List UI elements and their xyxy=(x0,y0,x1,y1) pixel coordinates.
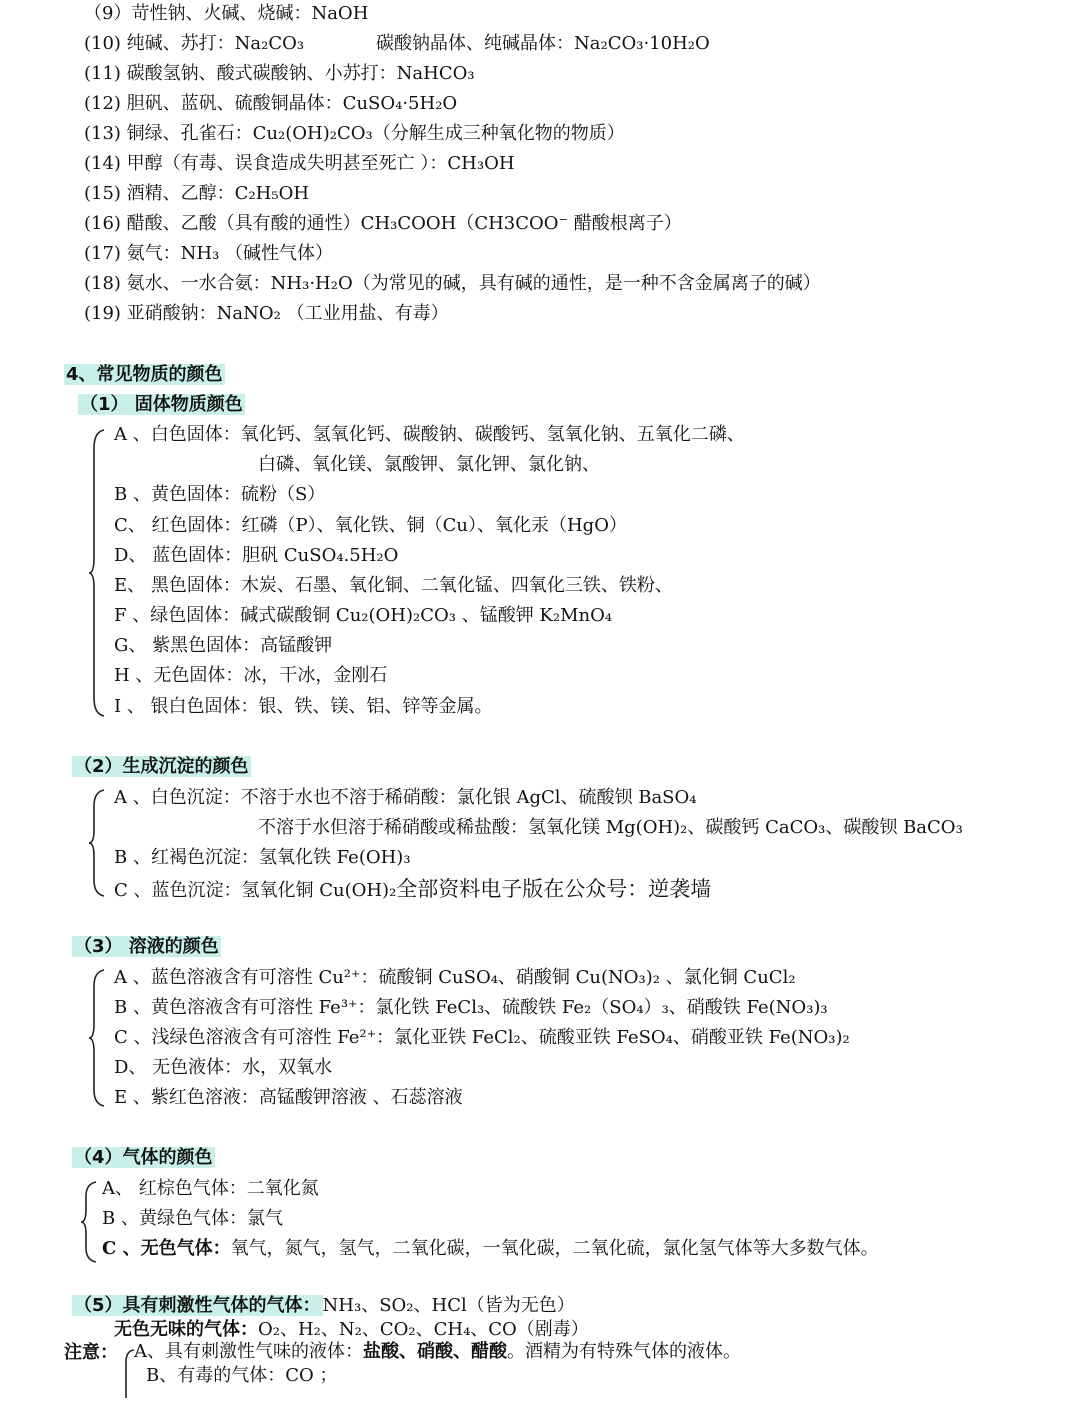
odorless-label: 无色无味的气体： xyxy=(114,1319,258,1340)
gas-item-b: B 、黄绿色气体：氯气 xyxy=(102,1208,283,1229)
gas-item-c xyxy=(102,1237,879,1261)
solution-item-c: C 、浅绿色溶液含有可溶性 Fe²⁺：氯化亚铁 FeCl₂、硫酸亚铁 FeSO₄、硝酸亚铁 Fe(NO₃)₂ xyxy=(114,1027,850,1048)
alias-line-11: (11) 碳酸氢钠、酸式碳酸钠、小苏打：NaHCO₃ xyxy=(84,63,475,84)
solution-heading xyxy=(72,935,221,959)
alias-line-18: (18) 氨水、一水合氨：NH₃·H₂O（为常见的碱，具有碱的通性，是一种不含金属离子的碱） xyxy=(84,273,821,294)
gas-heading-text: （4）气体的颜色 xyxy=(74,1147,213,1168)
irritant-line xyxy=(72,1294,575,1318)
section-title-text: 4、常见物质的颜色 xyxy=(66,364,223,385)
solid-item-a2: 白磷、氧化镁、氯酸钾、氯化钾、氯化钠、 xyxy=(258,454,600,475)
precipitate-heading xyxy=(72,755,251,779)
precipitate-item-b: B 、红褐色沉淀：氢氧化铁 Fe(OH)₃ xyxy=(114,847,411,868)
alias-line-16: (16) 醋酸、乙酸（具有酸的通性）CH₃COOH（CH3COO⁻ 醋酸根离子） xyxy=(84,213,682,234)
note-item-b: B、有毒的气体：CO ； xyxy=(146,1365,338,1386)
irritant-heading-text: （5）具有刺激性气体的气体： xyxy=(74,1295,321,1316)
alias-line-10-crystal: 碳酸钠晶体、纯碱晶体：Na₂CO₃·10H₂O xyxy=(376,33,710,54)
alias-line-12: (12) 胆矾、蓝矾、硫酸铜晶体：CuSO₄·5H₂O xyxy=(84,93,458,114)
odorless-line xyxy=(114,1318,589,1342)
solution-item-a: A 、蓝色溶液含有可溶性 Cu²⁺：硫酸铜 CuSO₄、硝酸铜 Cu(NO₃)₂ 、氯化铜 CuCl₂ xyxy=(114,967,796,988)
solid-item-b: B 、黄色固体：硫粉（S） xyxy=(114,484,326,505)
note-item-a xyxy=(134,1340,741,1364)
solid-brace xyxy=(88,428,108,718)
note-item-a-bold: 盐酸、硝酸、醋酸 xyxy=(363,1341,507,1362)
section-title xyxy=(64,363,225,387)
odorless-gases: O₂、H₂、N₂、CO₂、CH₄、CO（剧毒） xyxy=(258,1319,589,1340)
solid-heading-text: （1） 固体物质颜色 xyxy=(80,394,243,415)
solid-heading xyxy=(78,393,245,417)
alias-line-19: (19) 亚硝酸钠：NaNO₂ （工业用盐、有毒） xyxy=(84,303,449,324)
precipitate-heading-text: （2）生成沉淀的颜色 xyxy=(74,756,249,777)
alias-line-14: (14) 甲醇（有毒、误食造成失明甚至死亡 ）：CH₃OH xyxy=(84,153,515,174)
solution-item-e: E 、紫红色溶液：高锰酸钾溶液 、石蕊溶液 xyxy=(114,1087,463,1108)
solution-heading-text: （3） 溶液的颜色 xyxy=(74,936,219,957)
precipitate-item-c xyxy=(114,877,711,903)
precipitate-item-a2: 不溶于水但溶于稀硝酸或稀盐酸：氢氧化镁 Mg(OH)₂、碳酸钙 CaCO₃、碳酸钡 BaCO₃ xyxy=(258,817,963,838)
alias-line-17: (17) 氨气：NH₃ （碱性气体） xyxy=(84,243,334,264)
gas-heading xyxy=(72,1146,215,1170)
solution-item-b: B 、黄色溶液含有可溶性 Fe³⁺：氯化铁 FeCl₃、硫酸铁 Fe₂（SO₄）₃、硝酸铁 Fe(NO₃)₃ xyxy=(114,997,828,1018)
solid-item-i: I 、 银白色固体：银、铁、镁、铝、锌等金属。 xyxy=(114,696,493,717)
precipitate-item-a: A 、白色沉淀：不溶于水也不溶于稀硝酸：氯化银 AgCl、硫酸钡 BaSO₄ xyxy=(114,787,697,808)
alias-line-13: (13) 铜绿、孔雀石：Cu₂(OH)₂CO₃（分解生成三种氧化物的物质） xyxy=(84,123,625,144)
note-label: 注意： xyxy=(64,1342,118,1363)
alias-line-9: （9）苛性钠、火碱、烧碱：NaOH xyxy=(84,3,369,24)
solid-item-d: D、 蓝色固体：胆矾 CuSO₄.5H₂O xyxy=(114,545,399,566)
gas-item-c-text: 氧气，氮气，氢气，二氧化碳，一氧化碳，二氧化硫，氯化氢气体等大多数气体。 xyxy=(230,1238,879,1259)
alias-line-10: (10) 纯碱、苏打：Na₂CO₃ xyxy=(84,33,305,54)
solution-brace xyxy=(88,968,108,1108)
alias-line-15: (15) 酒精、乙醇：C₂H₅OH xyxy=(84,183,310,204)
gas-brace xyxy=(80,1180,100,1264)
gas-item-a: A、 红棕色气体：二氧化氮 xyxy=(102,1178,319,1199)
solid-item-a: A 、白色固体：氧化钙、氢氧化钙、碳酸钠、碳酸钙、氢氧化钠、五氧化二磷、 xyxy=(114,424,745,445)
irritant-gases: NH₃、SO₂、HCl（皆为无色） xyxy=(322,1295,575,1316)
solid-item-h: H 、无色固体：冰，干冰，金刚石 xyxy=(114,665,388,686)
solid-item-f: F 、绿色固体：碱式碳酸铜 Cu₂(OH)₂CO₃ 、锰酸钾 K₂MnO₄ xyxy=(114,605,613,626)
solid-item-g: G、 紫黑色固体：高锰酸钾 xyxy=(114,635,333,656)
precipitate-item-c-text: C 、蓝色沉淀：氢氧化铜 Cu(OH)₂ xyxy=(114,880,397,901)
precipitate-brace xyxy=(88,788,108,898)
note-item-a-suffix: 。酒精为有特殊气体的液体。 xyxy=(507,1341,741,1362)
solid-item-c: C、 红色固体：红磷（P）、氧化铁、铜（Cu）、氧化汞（HgO） xyxy=(114,515,627,536)
watermark-text: 全部资料电子版在公众号：逆袭墙 xyxy=(396,877,712,901)
note-item-a-prefix: A、具有刺激性气味的液体： xyxy=(134,1341,363,1362)
solid-item-e: E、 黑色固体：木炭、石墨、氧化铜、二氧化锰、四氧化三铁、铁粉、 xyxy=(114,575,673,596)
solution-item-d: D、 无色液体：水，双氧水 xyxy=(114,1057,333,1078)
gas-item-c-label: C 、无色气体： xyxy=(102,1238,231,1259)
